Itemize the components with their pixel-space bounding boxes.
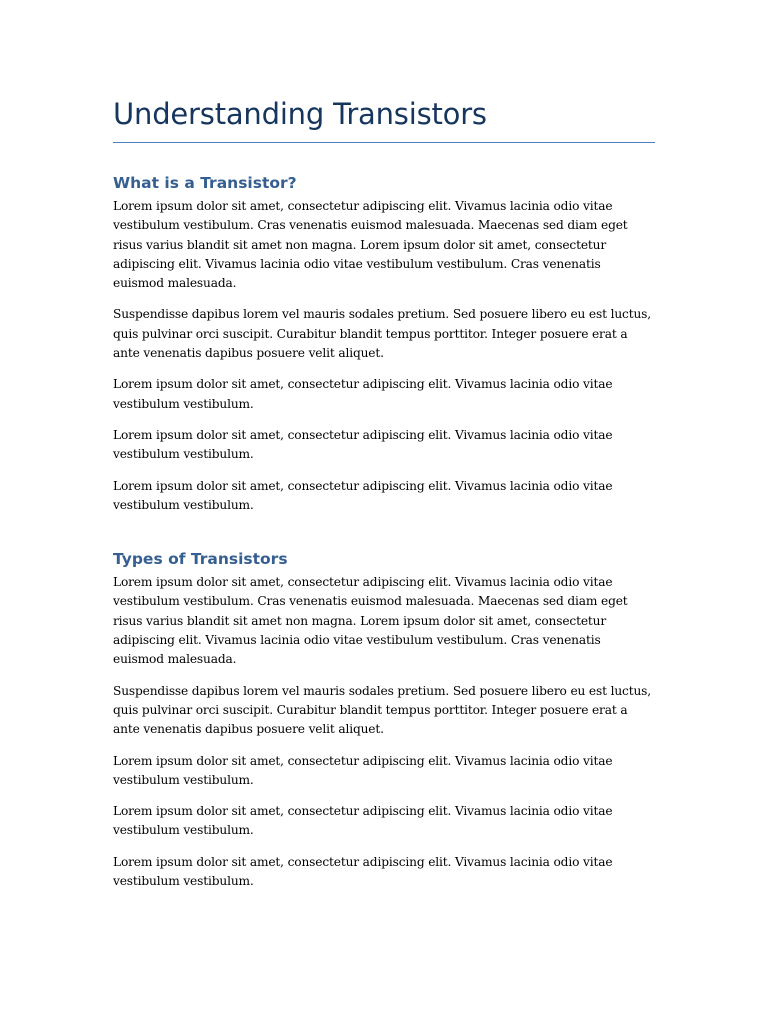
section-what-is-a-transistor: [113, 173, 655, 515]
paragraph: Lorem ipsum dolor sit amet, consectetur adipiscing elit. Vivamus lacinia odio vitae vestibulum vestibulum.: [113, 377, 613, 411]
paragraph: Lorem ipsum dolor sit amet, consectetur adipiscing elit. Vivamus lacinia odio vitae vestibulum vestibulum.: [113, 804, 613, 838]
section-heading: What is a Transistor?: [113, 174, 297, 192]
section-types-of-transistors: [113, 549, 655, 891]
paragraph: Lorem ipsum dolor sit amet, consectetur adipiscing elit. Vivamus lacinia odio vitae vestibulum vestibulum.: [113, 478, 613, 512]
document-body: [113, 94, 655, 903]
paragraph: Suspendisse dapibus lorem vel mauris sodales pretium. Sed posuere libero eu est luctus, quis pulvinar orci suscipit. Curabitur blandit tempus porttitor. Integer posuere erat a ante venenatis dapibus posuere velit aliquet.: [113, 683, 651, 737]
paragraph: Lorem ipsum dolor sit amet, consectetur adipiscing elit. Vivamus lacinia odio vitae vestibulum vestibulum.: [113, 854, 613, 889]
paragraph: Lorem ipsum dolor sit amet, consectetur adipiscing elit. Vivamus lacinia odio vitae vestibulum vestibulum.: [113, 753, 613, 787]
section-heading: Types of Transistors: [113, 550, 288, 569]
document-title: Understanding Transistors: [113, 94, 655, 143]
paragraph: Lorem ipsum dolor sit amet, consectetur adipiscing elit. Vivamus lacinia odio vitae vestibulum vestibulum. Cras venenatis euismod malesuada. Maecenas sed diam eget risus varius blandit sit amet non magna. Lorem ipsum dolor sit amet, consectetur adipiscing elit. Vivamus lacinia odio vitae vestibulum vestibulum. Cras venenatis euismod malesuada.: [113, 575, 628, 667]
paragraph: Lorem ipsum dolor sit amet, consectetur adipiscing elit. Vivamus lacinia odio vitae vestibulum vestibulum.: [113, 427, 613, 462]
paragraph: Lorem ipsum dolor sit amet, consectetur adipiscing elit. Vivamus lacinia odio vitae vestibulum vestibulum. Cras venenatis euismod malesuada. Maecenas sed diam eget risus varius blandit sit amet non magna. Lorem ipsum dolor sit amet, consectetur adipiscing elit. Vivamus lacinia odio vitae vestibulum vestibulum. Cras venenatis euismod malesuada.: [113, 199, 628, 291]
paragraph: Suspendisse dapibus lorem vel mauris sodales pretium. Sed posuere libero eu est luctus, quis pulvinar orci suscipit. Curabitur blandit tempus porttitor. Integer posuere erat a ante venenatis dapibus posuere velit aliquet.: [113, 307, 651, 361]
